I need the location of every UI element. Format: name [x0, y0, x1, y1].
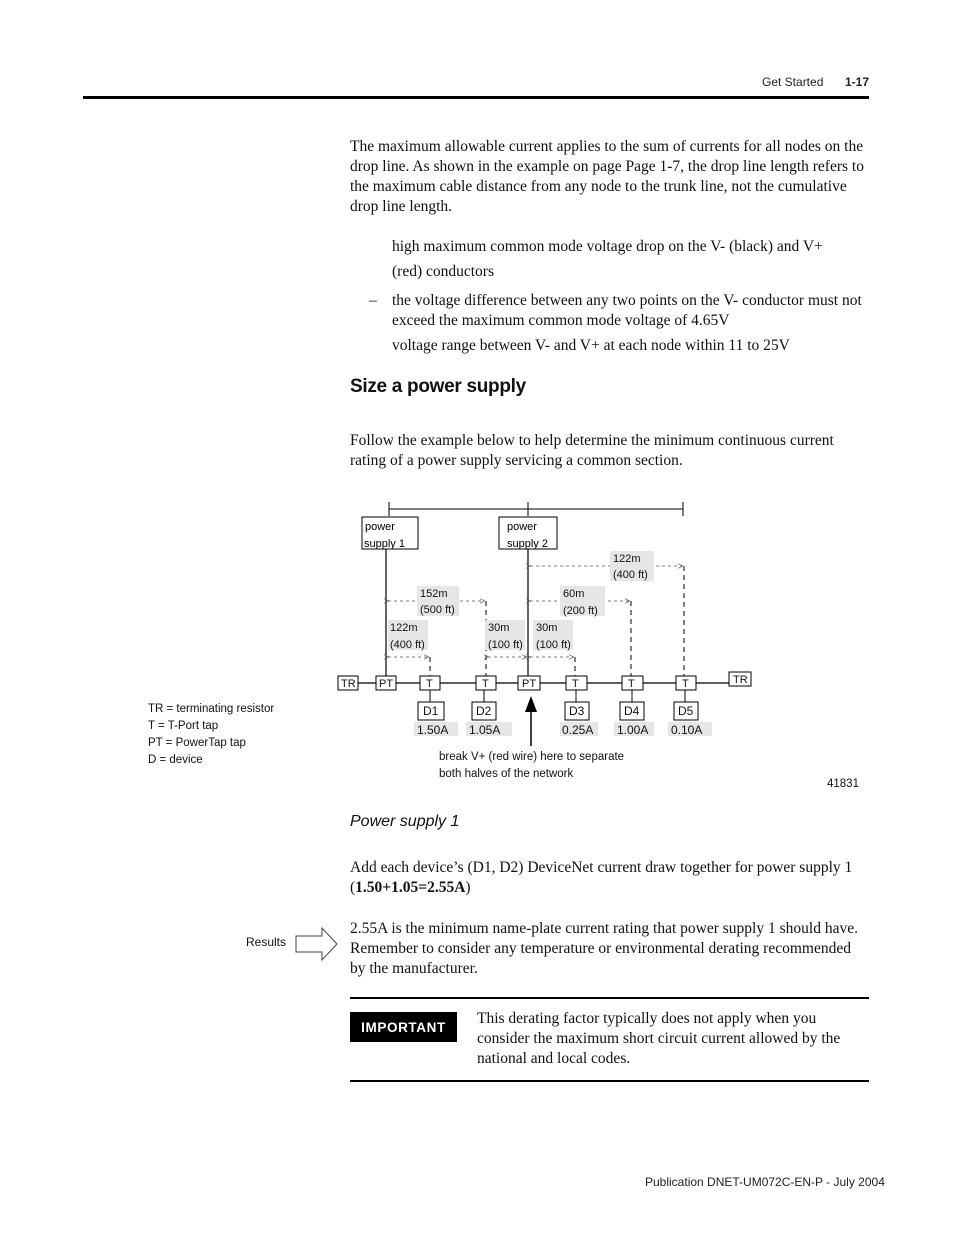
current-d3: 0.25A — [562, 723, 594, 737]
note-line-3: voltage range between V- and V+ at each node within 11 to 25V — [392, 337, 790, 354]
legend-tr: TR = terminating resistor — [148, 703, 275, 715]
dim-122m-left: 122m — [390, 622, 418, 634]
header-section: Get Started — [762, 75, 824, 89]
node-t-5: T — [682, 678, 689, 690]
node-boxes — [338, 672, 751, 690]
important-bottom-rule — [350, 1080, 869, 1082]
subheading-power-supply-1: Power supply 1 — [350, 813, 460, 830]
note-dash: – — [369, 292, 377, 309]
top-bracket — [389, 502, 683, 516]
device-d4: D4 — [624, 704, 640, 718]
node-pt-2: PT — [522, 678, 537, 690]
device-d3: D3 — [569, 704, 585, 718]
results-paragraph: 2.55A is the minimum name-plate current rating that power supply 1 should have. Remember to consider any temperature or environmental derating recommended by the manufacturer. — [350, 920, 858, 977]
calc-result: 1.50+1.05=2.55A — [355, 879, 466, 896]
legend-d: D = device — [148, 754, 203, 766]
node-pt-1: PT — [379, 678, 394, 690]
current-d2: 1.05A — [469, 723, 501, 737]
note-bullet: the voltage difference between any two points on the V- conductor must not exceed the maximum common mode voltage of 4.65V — [392, 292, 862, 329]
dim-30m-a: 30m — [488, 622, 510, 634]
intro-paragraph: The maximum allowable current applies to the sum of currents for all nodes on the drop line. As shown in the example on page Page 1-7, the drop line length refers to the maximum cable distance from any node to the trunk line, not the cumulative drop line length. — [350, 138, 864, 215]
note-line-2: (red) conductors — [392, 263, 494, 280]
device-d5: D5 — [678, 704, 694, 718]
results-label: Results — [246, 935, 287, 949]
dim-100ft-a: (100 ft) — [488, 639, 523, 651]
figure-id: 41831 — [827, 778, 859, 790]
device-d1: D1 — [423, 704, 439, 718]
dim-30m-b: 30m — [536, 622, 558, 634]
results-arrow-icon — [296, 928, 337, 960]
calc-paragraph — [350, 858, 870, 898]
break-arrow — [525, 696, 537, 746]
dim-500ft: (500 ft) — [420, 604, 455, 616]
ps1-label-2: supply 1 — [364, 538, 405, 550]
ps2-label-1: power — [507, 521, 537, 533]
dim-122m-right: 122m — [613, 553, 641, 565]
calc-end: ) — [465, 879, 471, 896]
important-top-rule — [350, 997, 869, 999]
dim-60m: 60m — [563, 588, 585, 600]
device-d2: D2 — [476, 704, 492, 718]
calc-text: Add each device’s (D1, D2) DeviceNet current draw together for power supply 1 ( — [350, 859, 853, 896]
dimension-label-backgrounds — [388, 551, 654, 650]
current-d1: 1.50A — [417, 723, 449, 737]
legend-t: T = T-Port tap — [148, 720, 219, 732]
follow-paragraph: Follow the example below to help determine the minimum continuous current rating of a power supply servicing a common section. — [350, 432, 834, 469]
footer-publication: Publication DNET-UM072C-EN-P - July 2004 — [645, 1175, 885, 1189]
dim-200ft: (200 ft) — [563, 605, 598, 617]
node-t-3: T — [572, 678, 579, 690]
current-d5: 0.10A — [671, 723, 703, 737]
break-note-line-2: both halves of the network — [439, 768, 574, 780]
device-boxes — [418, 702, 698, 720]
legend-pt: PT = PowerTap tap — [148, 737, 246, 749]
dim-400ft-right: (400 ft) — [613, 569, 648, 581]
page-number: 1-17 — [845, 75, 870, 89]
note-line-1: high maximum common mode voltage drop on the V- (black) and V+ — [392, 238, 823, 255]
node-t-2: T — [482, 678, 489, 690]
node-tr-left: TR — [341, 678, 356, 690]
section-title: Size a power supply — [350, 376, 526, 397]
current-d4: 1.00A — [617, 723, 649, 737]
important-badge: IMPORTANT — [350, 1012, 457, 1042]
device-connections — [430, 690, 685, 702]
legend — [148, 703, 274, 766]
ps1-label-1: power — [365, 521, 395, 533]
dim-400ft-left: (400 ft) — [390, 639, 425, 651]
node-tr-right: TR — [733, 674, 748, 686]
ps2-label-2: supply 2 — [507, 538, 548, 550]
dim-100ft-b: (100 ft) — [536, 639, 571, 651]
important-text: This derating factor typically does not apply when you consider the maximum short circuit current allowed by the national and local codes. — [477, 1010, 841, 1067]
node-t-4: T — [628, 678, 635, 690]
node-t-1: T — [426, 678, 433, 690]
dim-152m: 152m — [420, 588, 448, 600]
break-note-line-1: break V+ (red wire) here to separate — [439, 751, 625, 763]
